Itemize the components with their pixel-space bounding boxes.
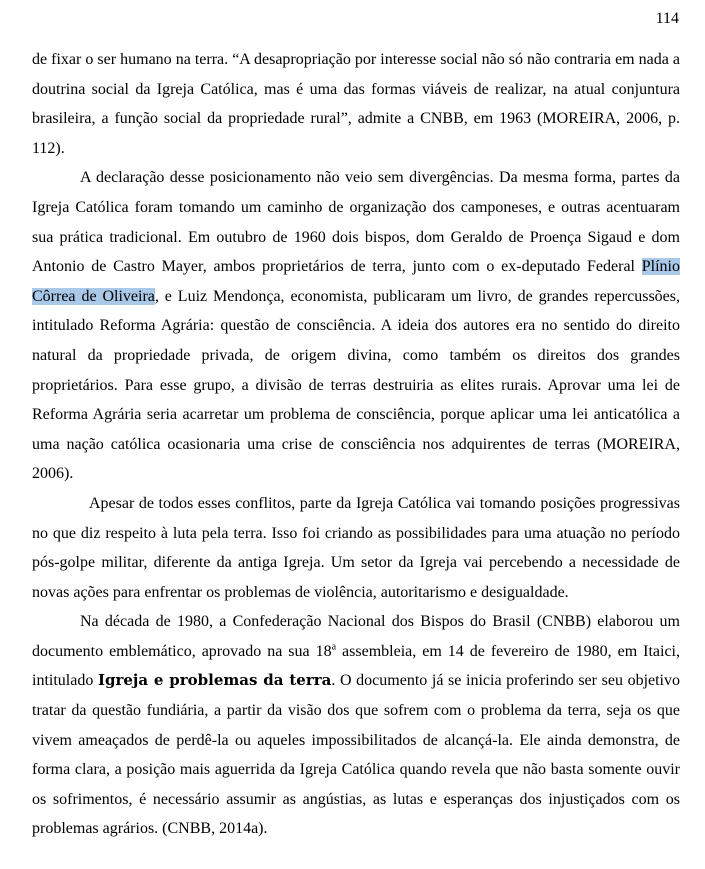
- paragraph-2-text-start: A declaração desse posicionamento não veio sem divergências. Da mesma forma, partes da Igreja Católica foram tomando um caminho de organização dos camponeses, e outras acentuaram sua prática tradicional. Em outubro de 1960 dois bispos, dom Geraldo de Proença Sigaud e dom Antonio de Castro Mayer, ambos proprietários de terra, junto com o ex-deputado Federal: [32, 169, 680, 276]
- paragraph-4: [32, 607, 680, 844]
- paragraph-2: [32, 163, 680, 489]
- body-text: [32, 45, 680, 844]
- highlighted-text-selection[interactable]: Plínio Côrrea de Oliveira: [32, 258, 680, 305]
- paragraph-4-text-start: Na década de 1980, a Confederação Nacional dos Bispos do Brasil (CNBB) elaborou um documento emblemático, aprovado na sua 18: [32, 613, 680, 660]
- paragraph-3: Apesar de todos esses conflitos, parte da Igreja Católica vai tomando posições progressivas no que diz respeito à luta pela terra. Isso foi criando as possibilidades para uma atuação no período pós-golpe militar, diferente da antiga Igreja. Um setor da Igreja vai percebendo a necessidade de novas ações para enfrentar os problemas de violência, autoritarismo e desigualdade.: [32, 494, 680, 601]
- paragraph-2-text-end: , e Luiz Mendonça, economista, publicaram um livro, de grandes repercussões, intitulado Reforma Agrária: questão de consciência. A ideia dos autores era no sentido do direito natural da propriedade privada, de origem divina, como também os direitos dos grandes proprietários. Para esse grupo, a divisão de terras destruiria as elites rurais. Aprovar uma lei de Reforma Agrária seria acarretar um problema de consciência, porque aplicar uma lei anticatólica a uma nação católica ocasionaria uma crise de consciência nos adquirentes de terras (MOREIRA, 2006).: [32, 287, 680, 483]
- page-number: 114: [655, 10, 679, 27]
- document-title-bold: Igreja e problemas da terra: [97, 671, 332, 690]
- paragraph-4-text-end: . O documento já se inicia proferindo ser seu objetivo tratar da questão fundiária, a partir da visão dos que sofrem com o problema da terra, seja os que vivem ameaçados de perdê-la ou aqueles impossibilitados de alcançá-la. Ele ainda demonstra, de forma clara, a posição mais aguerrida da Igreja Católica quando revela que não basta somente ouvir os sofrimentos, é necessário assumir as angústias, as lutas e esperanças dos injustiçados com os problemas agrários. (CNBB, 2014a).: [32, 672, 680, 838]
- paragraph-4-text-middle: assembleia, em 14 de fevereiro de 1980, em Itaici, intitulado: [32, 642, 681, 690]
- paragraph-1: de fixar o ser humano na terra. “A desapropriação por interesse social não só não contraria em nada a doutrina social da Igreja Católica, mas é uma das formas viáveis de realizar, na atual conjuntura brasileira, a função social da propriedade rural”, admite a CNBB, em 1963 (MOREIRA, 2006, p. 112).: [32, 51, 680, 157]
- ordinal-superscript: a: [331, 641, 337, 653]
